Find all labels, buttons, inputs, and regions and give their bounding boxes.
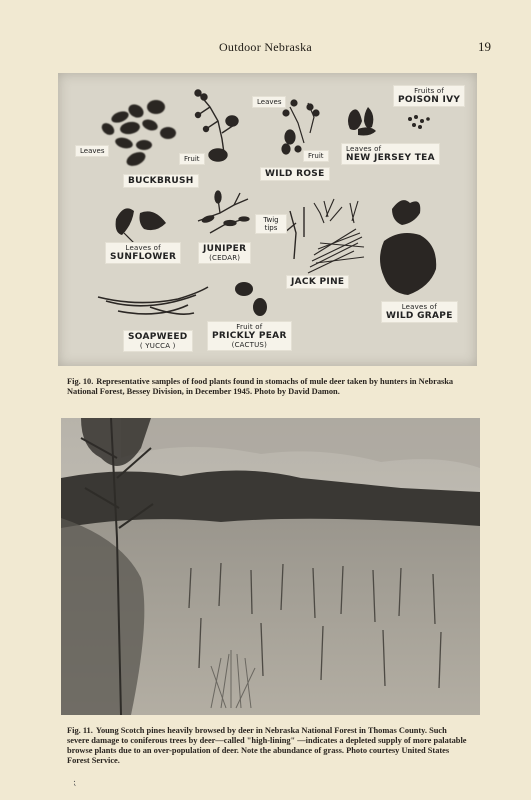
twig-tips-specimen: [284, 207, 304, 259]
wild-rose-label: WILD ROSE: [261, 168, 329, 180]
wild-rose-specimen: [282, 100, 319, 154]
prickly-pear-name-label: PRICKLY PEAR: [212, 331, 287, 342]
jack-pine-label: JACK PINE: [287, 276, 348, 288]
soapweed-sub-label: ( YUCCA ): [139, 342, 176, 351]
sunflower-leaves-label: Leaves of: [125, 244, 161, 252]
poison-ivy-fruits-label: Fruits of: [414, 87, 445, 95]
jack-pine-specimen: [308, 199, 364, 273]
soapweed-label: [124, 331, 192, 351]
buckbrush-leaves-label: Leaves: [76, 146, 108, 156]
sunflower-name-label: SUNFLOWER: [110, 252, 177, 263]
juniper-specimen: [198, 191, 249, 233]
prickly-pear-label: [208, 322, 291, 350]
page-number: 19: [478, 39, 491, 54]
running-title: Outdoor Nebraska: [218, 40, 313, 54]
new-jersey-tea-name-label: NEW JERSEY TEA: [346, 153, 435, 164]
new-jersey-tea-label: [342, 144, 439, 164]
soapweed-specimen: [98, 287, 208, 314]
poison-ivy-name-label: POISON IVY: [398, 95, 461, 106]
new-jersey-tea-specimen: [348, 107, 376, 136]
poison-ivy-fruits-specimen: [408, 115, 430, 129]
wild-grape-specimen: [380, 200, 436, 295]
buckbrush-label: BUCKBRUSH: [124, 175, 198, 187]
buckbrush-fruit-label: Fruit: [180, 154, 204, 164]
figure-10-photo: [58, 73, 477, 366]
wild-grape-label: [382, 302, 457, 322]
figure-10-caption-text: Representative samples of food plants found in stomachs of mule deer taken by hunters in Nebraska National Forest, Bessey Division, in December 1945. Photo by David Damon.: [67, 377, 454, 396]
new-jersey-tea-leaves-label: Leaves of: [346, 145, 382, 153]
sunflower-leaves-specimen: [116, 208, 166, 243]
wild-rose-leaves-label: Leaves: [253, 97, 285, 107]
wild-rose-fruit-label: Fruit: [304, 151, 328, 161]
juniper-name-label: JUNIPER: [203, 244, 247, 254]
juniper-sub-label: (CEDAR): [209, 254, 241, 263]
sunflower-label: [106, 243, 180, 263]
twig-tips-label: Twig tips: [256, 215, 286, 233]
figure-11-caption: [67, 726, 470, 766]
figure-11-caption-label: Fig. 11.: [67, 726, 93, 735]
juniper-label: [199, 243, 250, 263]
prickly-pear-specimen: [235, 282, 267, 316]
poison-ivy-label: [394, 86, 464, 106]
prickly-pear-sub-label: (CACTUS): [231, 341, 268, 350]
browsed-pines-landscape: [61, 418, 480, 715]
buckbrush-leaves-specimen: [99, 100, 176, 169]
figure-10-caption-label: Fig. 10.: [67, 377, 94, 386]
footer-mark: ⁏: [73, 778, 77, 788]
figure-10-caption: [67, 377, 470, 397]
wild-grape-name-label: WILD GRAPE: [386, 311, 453, 322]
soapweed-name-label: SOAPWEED: [128, 332, 188, 342]
buckbrush-fruit-specimen: [195, 90, 238, 161]
figure-11-photo: [61, 418, 480, 715]
wild-grape-leaves-label: Leaves of: [401, 303, 437, 311]
prickly-pear-fruit-label: Fruit of: [236, 323, 263, 331]
figure-11-caption-text: Young Scotch pines heavily browsed by deer in Nebraska National Forest in Thomas County. Such severe damage to coniferous trees by deer—called "high-lining" —indicates a depleted supply of more palatable browse plants due to an over-population of deer. Note the abundance of grass. Photo courtesy United States Forest Service.: [67, 726, 467, 765]
